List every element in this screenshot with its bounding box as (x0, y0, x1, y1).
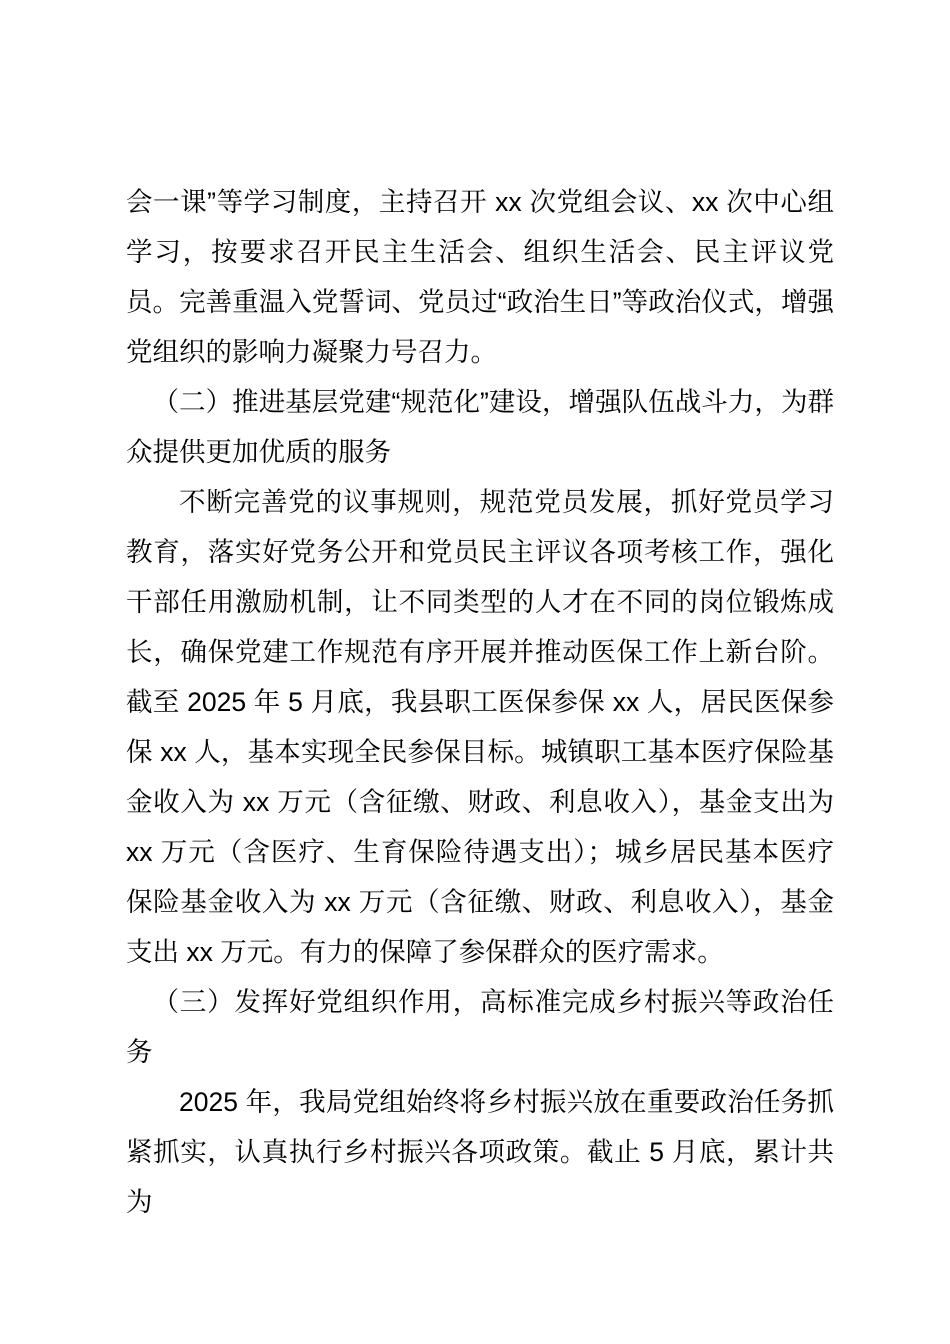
body-paragraph-2: 不断完善党的议事规则，规范党员发展，抓好党员学习教育，落实好党务公开和党员民主评议各项考核工作，强化干部任用激励机制，让不同类型的人才在不同的岗位锻炼成长，确保党建工作规范有序开展并推动医保工作上新台阶。截至 2025 年 5 月底，我县职工医保参保 xx 人，居民医保参保 xx 人，基本实现全民参保目标。城镇职工基本医疗保险基金收入为 xx 万元（含征缴、财政、利息收入），基金支出为 xx 万元（含医疗、生育保险待遇支出）；城乡居民基本医疗保险基金收入为 xx 万元（含征缴、财政、利息收入），基金支出 xx 万元。有力的保障了参保群众的医疗需求。 (126, 487, 834, 967)
section-heading-3: （三）发挥好党组织作用，高标准完成乡村振兴等政治任务 (126, 987, 834, 1067)
body-paragraph-continuation: 会一课”等学习制度，主持召开 xx 次党组会议、xx 次中心组学习，按要求召开民主生活会、组织生活会、民主评议党员。完善重温入党誓词、党员过“政治生日”等政治仪式，增强党组织的影响力凝聚力号召力。 (126, 187, 834, 367)
body-paragraph-3: 2025 年，我局党组始终将乡村振兴放在重要政治任务抓紧抓实，认真执行乡村振兴各项政策。截止 5 月底，累计共为 (126, 1087, 834, 1217)
section-heading-2: （二）推进基层党建“规范化”建设，增强队伍战斗力，为群众提供更加优质的服务 (126, 387, 834, 467)
